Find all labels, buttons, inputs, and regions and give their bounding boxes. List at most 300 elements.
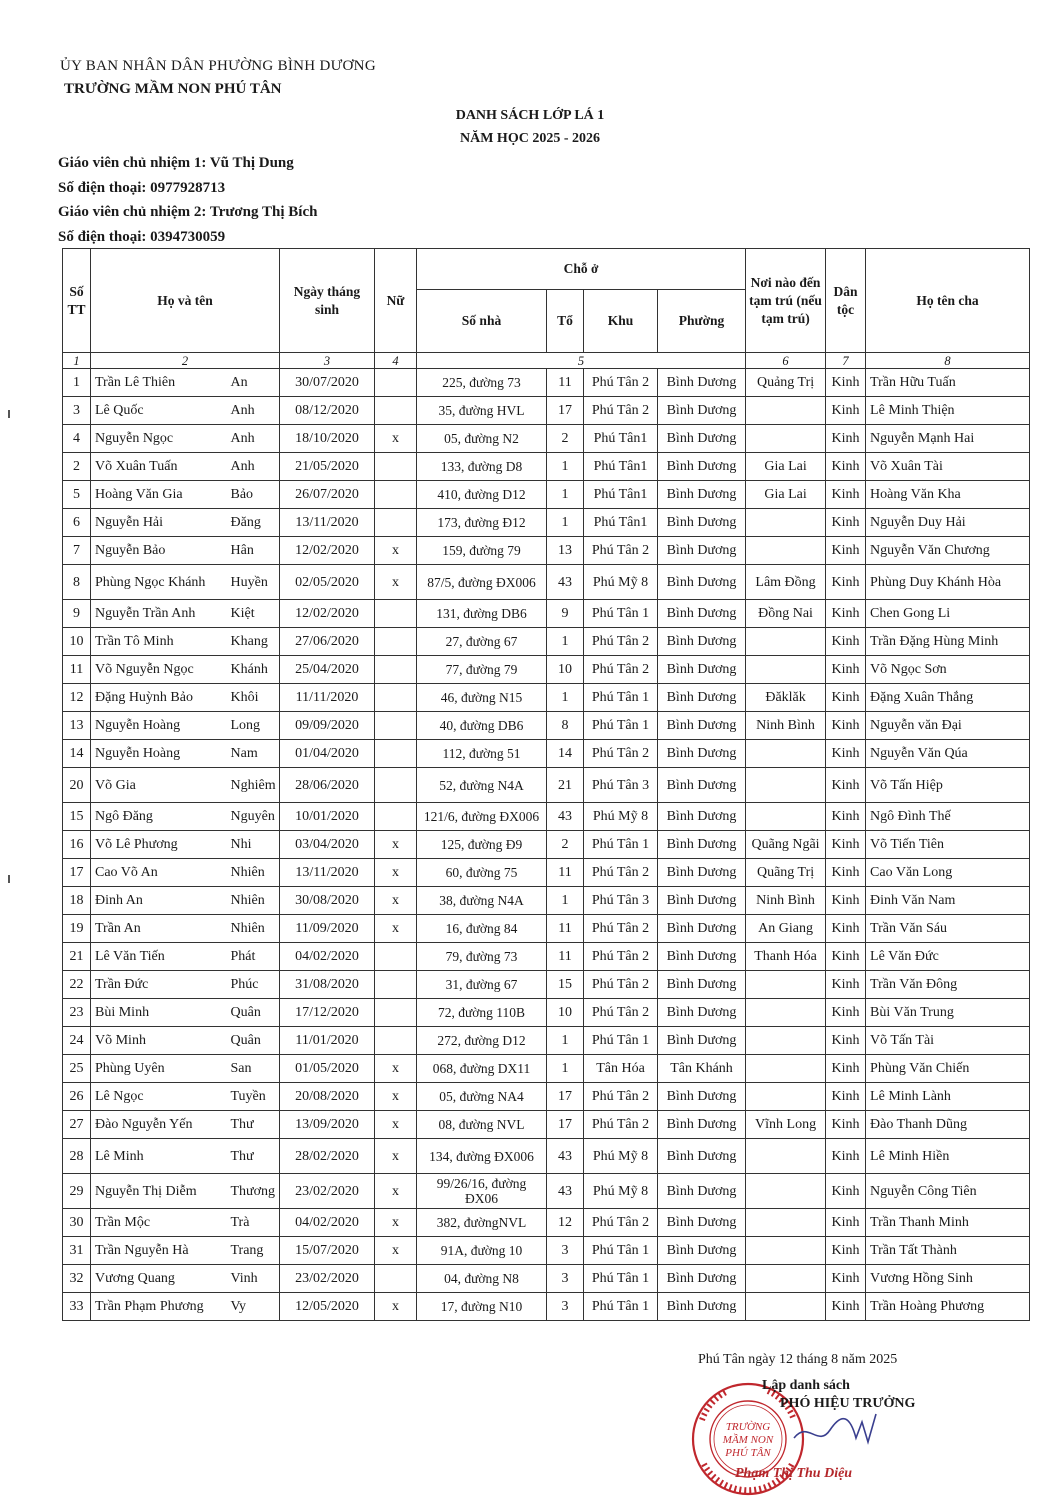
row-dob: 08/12/2020 [280, 397, 375, 425]
row-origin: Thanh Hóa [746, 943, 826, 971]
row-origin [746, 1209, 826, 1237]
row-house-number: 91A, đường 10 [417, 1237, 547, 1265]
row-given-name: Long [227, 712, 280, 740]
row-group: 3 [547, 1265, 584, 1293]
row-area: Phú Tân 1 [584, 712, 658, 740]
row-given-name: Thương [227, 1174, 280, 1209]
row-house-number: 77, đường 79 [417, 656, 547, 684]
row-father: Đào Thanh Dũng [866, 1111, 1030, 1139]
row-surname: Lê Quốc [91, 397, 227, 425]
row-area: Phú Tân 2 [584, 1083, 658, 1111]
row-father: Nguyễn Văn Chương [866, 537, 1030, 565]
row-dob: 30/07/2020 [280, 369, 375, 397]
row-ethnic: Kinh [826, 1293, 866, 1321]
row-house-number: 46, đường N15 [417, 684, 547, 712]
row-surname: Vương Quang [91, 1265, 227, 1293]
svg-text:TRƯỜNG: TRƯỜNG [725, 1421, 771, 1433]
header-dob: Ngày tháng sinh [280, 249, 375, 353]
row-female [375, 1265, 417, 1293]
row-group: 1 [547, 481, 584, 509]
row-ethnic: Kinh [826, 803, 866, 831]
row-dob: 12/02/2020 [280, 537, 375, 565]
row-given-name: Thư [227, 1111, 280, 1139]
row-group: 1 [547, 1027, 584, 1055]
table-row [63, 565, 1030, 600]
row-stt: 22 [63, 971, 91, 999]
row-house-number: 225, đường 73 [417, 369, 547, 397]
table-row [63, 425, 1030, 453]
header-female: Nữ [375, 249, 417, 353]
row-dob: 27/06/2020 [280, 628, 375, 656]
header-origin: Nơi nào đến tạm trú (nếu tạm trú) [746, 249, 826, 353]
row-surname: Hoàng Văn Gia [91, 481, 227, 509]
row-stt: 25 [63, 1055, 91, 1083]
row-group: 17 [547, 1083, 584, 1111]
row-area: Phú Tân1 [584, 453, 658, 481]
row-group: 8 [547, 712, 584, 740]
row-origin: Ninh Bình [746, 712, 826, 740]
row-father: Hoàng Văn Kha [866, 481, 1030, 509]
row-female: x [375, 1293, 417, 1321]
header-ward: Phường [658, 290, 746, 353]
row-female: x [375, 565, 417, 600]
table-row [63, 999, 1030, 1027]
row-ethnic: Kinh [826, 369, 866, 397]
row-house-number: 79, đường 73 [417, 943, 547, 971]
row-group: 43 [547, 803, 584, 831]
signing-date: Phú Tân ngày 12 tháng 8 năm 2025 [698, 1352, 898, 1367]
row-stt: 9 [63, 600, 91, 628]
row-given-name: Khang [227, 628, 280, 656]
row-father: Võ Tấn Tài [866, 1027, 1030, 1055]
row-ward: Bình Dương [658, 712, 746, 740]
row-female: x [375, 915, 417, 943]
row-surname: Võ Gia [91, 768, 227, 803]
row-ethnic: Kinh [826, 509, 866, 537]
row-female: x [375, 1209, 417, 1237]
row-dob: 10/01/2020 [280, 803, 375, 831]
row-group: 43 [547, 1139, 584, 1174]
row-ward: Bình Dương [658, 1209, 746, 1237]
authority-name: ỦY BAN NHÂN DÂN PHƯỜNG BÌNH DƯƠNG [60, 58, 376, 74]
row-house-number: 04, đường N8 [417, 1265, 547, 1293]
column-index: 4 [375, 353, 417, 369]
row-house-number: 72, đường 110B [417, 999, 547, 1027]
row-father: Đinh Văn Nam [866, 887, 1030, 915]
row-house-number: 410, đường D12 [417, 481, 547, 509]
column-index: 7 [826, 353, 866, 369]
row-father: Vương Hồng Sinh [866, 1265, 1030, 1293]
row-given-name: Vy [227, 1293, 280, 1321]
row-surname: Võ Xuân Tuấn [91, 453, 227, 481]
row-house-number: 16, đường 84 [417, 915, 547, 943]
row-stt: 17 [63, 859, 91, 887]
column-index: 3 [280, 353, 375, 369]
row-dob: 23/02/2020 [280, 1265, 375, 1293]
row-group: 21 [547, 768, 584, 803]
row-ethnic: Kinh [826, 887, 866, 915]
row-ward: Bình Dương [658, 1237, 746, 1265]
row-origin: Lâm Đồng [746, 565, 826, 600]
row-house-number: 05, đường N2 [417, 425, 547, 453]
row-female [375, 943, 417, 971]
class-roster-table [62, 248, 1030, 1321]
row-father: Võ Tấn Hiệp [866, 768, 1030, 803]
row-stt: 20 [63, 768, 91, 803]
row-given-name: Đăng [227, 509, 280, 537]
row-female: x [375, 859, 417, 887]
prepared-label: Lập danh sách [762, 1378, 850, 1393]
row-origin [746, 656, 826, 684]
row-father: Trần Hoàng Phương [866, 1293, 1030, 1321]
row-area: Phú Tân 2 [584, 971, 658, 999]
row-origin [746, 1265, 826, 1293]
row-surname: Võ Nguyễn Ngọc [91, 656, 227, 684]
row-ward: Bình Dương [658, 768, 746, 803]
row-group: 11 [547, 943, 584, 971]
table-row [63, 803, 1030, 831]
row-dob: 17/12/2020 [280, 999, 375, 1027]
row-ward: Tân Khánh [658, 1055, 746, 1083]
row-surname: Trần Tô Minh [91, 628, 227, 656]
table-row [63, 656, 1030, 684]
row-ward: Bình Dương [658, 537, 746, 565]
row-area: Phú Tân 1 [584, 600, 658, 628]
row-female [375, 712, 417, 740]
column-index-row [63, 353, 1030, 369]
row-origin: Gia Lai [746, 481, 826, 509]
row-stt: 8 [63, 565, 91, 600]
row-origin [746, 397, 826, 425]
row-house-number: 38, đường N4A [417, 887, 547, 915]
page-title: DANH SÁCH LỚP LÁ 1 [455, 108, 605, 123]
row-female: x [375, 1237, 417, 1265]
table-row [63, 628, 1030, 656]
row-given-name: Quân [227, 999, 280, 1027]
row-female [375, 684, 417, 712]
row-origin [746, 768, 826, 803]
row-ethnic: Kinh [826, 1237, 866, 1265]
row-surname: Võ Minh [91, 1027, 227, 1055]
row-female [375, 369, 417, 397]
row-origin [746, 1055, 826, 1083]
row-surname: Trần An [91, 915, 227, 943]
row-origin [746, 425, 826, 453]
teacher-2-phone: Số điện thoại: 0394730059 [58, 229, 226, 245]
header-house: Số nhà [417, 290, 547, 353]
row-house-number: 112, đường 51 [417, 740, 547, 768]
row-house-number: 05, đường NA4 [417, 1083, 547, 1111]
row-father: Võ Tiến Tiên [866, 831, 1030, 859]
row-given-name: Phúc [227, 971, 280, 999]
table-row [63, 1139, 1030, 1174]
row-ward: Bình Dương [658, 628, 746, 656]
row-ethnic: Kinh [826, 1027, 866, 1055]
row-ward: Bình Dương [658, 1111, 746, 1139]
row-dob: 13/09/2020 [280, 1111, 375, 1139]
row-dob: 26/07/2020 [280, 481, 375, 509]
row-father: Võ Ngọc Sơn [866, 656, 1030, 684]
row-group: 15 [547, 971, 584, 999]
row-area: Phú Tân1 [584, 509, 658, 537]
row-ethnic: Kinh [826, 1265, 866, 1293]
column-index: 2 [91, 353, 280, 369]
row-given-name: Nhiên [227, 915, 280, 943]
row-surname: Lê Minh [91, 1139, 227, 1174]
row-female [375, 628, 417, 656]
row-group: 1 [547, 509, 584, 537]
row-area: Phú Tân 2 [584, 943, 658, 971]
row-house-number: 134, đường ĐX006 [417, 1139, 547, 1174]
table-row [63, 537, 1030, 565]
row-ethnic: Kinh [826, 712, 866, 740]
table-row [63, 1293, 1030, 1321]
row-ward: Bình Dương [658, 1083, 746, 1111]
row-ethnic: Kinh [826, 600, 866, 628]
margin-mark [8, 875, 10, 883]
row-female [375, 397, 417, 425]
signature-mark [790, 1408, 880, 1458]
row-given-name: Khánh [227, 656, 280, 684]
row-area: Phú Tân 2 [584, 628, 658, 656]
row-surname: Nguyễn Hoàng [91, 740, 227, 768]
row-area: Phú Tân 2 [584, 656, 658, 684]
row-ethnic: Kinh [826, 1139, 866, 1174]
row-ward: Bình Dương [658, 943, 746, 971]
row-group: 9 [547, 600, 584, 628]
row-ward: Bình Dương [658, 1265, 746, 1293]
row-ethnic: Kinh [826, 740, 866, 768]
row-given-name: Phát [227, 943, 280, 971]
table-row [63, 397, 1030, 425]
row-house-number: 131, đường DB6 [417, 600, 547, 628]
row-ward: Bình Dương [658, 481, 746, 509]
table-row [63, 369, 1030, 397]
row-given-name: Anh [227, 453, 280, 481]
row-house-number: 17, đường N10 [417, 1293, 547, 1321]
row-area: Phú Tân1 [584, 425, 658, 453]
row-stt: 16 [63, 831, 91, 859]
row-group: 14 [547, 740, 584, 768]
row-surname: Nguyễn Hải [91, 509, 227, 537]
table-row [63, 1209, 1030, 1237]
row-group: 1 [547, 453, 584, 481]
row-area: Phú Tân 2 [584, 1111, 658, 1139]
row-ward: Bình Dương [658, 565, 746, 600]
row-ward: Bình Dương [658, 803, 746, 831]
row-given-name: Anh [227, 397, 280, 425]
row-area: Phú Mỹ 8 [584, 565, 658, 600]
row-father: Võ Xuân Tài [866, 453, 1030, 481]
row-house-number: 159, đường 79 [417, 537, 547, 565]
signer-role: PHÓ HIỆU TRƯỞNG [780, 1396, 916, 1411]
row-father: Nguyễn Văn Qúa [866, 740, 1030, 768]
row-stt: 13 [63, 712, 91, 740]
row-given-name: Kiệt [227, 600, 280, 628]
row-origin: Đồng Nai [746, 600, 826, 628]
row-father: Lê Minh Hiền [866, 1139, 1030, 1174]
row-stt: 5 [63, 481, 91, 509]
row-female: x [375, 425, 417, 453]
row-origin [746, 971, 826, 999]
row-house-number: 08, đường NVL [417, 1111, 547, 1139]
row-origin [746, 1174, 826, 1209]
row-group: 2 [547, 831, 584, 859]
row-ward: Bình Dương [658, 509, 746, 537]
row-ward: Bình Dương [658, 453, 746, 481]
row-dob: 15/07/2020 [280, 1237, 375, 1265]
row-female [375, 656, 417, 684]
table-row [63, 887, 1030, 915]
row-given-name: Thư [227, 1139, 280, 1174]
row-stt: 26 [63, 1083, 91, 1111]
row-given-name: Bảo [227, 481, 280, 509]
row-area: Phú Tân 2 [584, 1209, 658, 1237]
row-dob: 31/08/2020 [280, 971, 375, 999]
row-female: x [375, 831, 417, 859]
row-surname: Nguyễn Hoàng [91, 712, 227, 740]
row-surname: Đặng Huỳnh Bảo [91, 684, 227, 712]
row-origin [746, 537, 826, 565]
row-dob: 09/09/2020 [280, 712, 375, 740]
row-father: Phùng Văn Chiến [866, 1055, 1030, 1083]
row-given-name: Khôi [227, 684, 280, 712]
table-row [63, 943, 1030, 971]
row-area: Phú Tân 1 [584, 1293, 658, 1321]
row-house-number: 99/26/16, đường ĐX06 [417, 1174, 547, 1209]
row-area: Phú Tân 2 [584, 915, 658, 943]
row-ward: Bình Dương [658, 831, 746, 859]
row-stt: 30 [63, 1209, 91, 1237]
row-group: 11 [547, 915, 584, 943]
row-ethnic: Kinh [826, 915, 866, 943]
row-area: Tân Hóa [584, 1055, 658, 1083]
row-stt: 18 [63, 887, 91, 915]
row-father: Nguyễn Duy Hải [866, 509, 1030, 537]
row-given-name: Quân [227, 1027, 280, 1055]
row-group: 1 [547, 684, 584, 712]
row-origin [746, 999, 826, 1027]
row-given-name: Anh [227, 425, 280, 453]
row-house-number: 382, đườngNVL [417, 1209, 547, 1237]
row-father: Trần Văn Đông [866, 971, 1030, 999]
row-ethnic: Kinh [826, 768, 866, 803]
row-ethnic: Kinh [826, 1174, 866, 1209]
row-group: 43 [547, 565, 584, 600]
row-area: Phú Tân 2 [584, 999, 658, 1027]
row-father: Phùng Duy Khánh Hòa [866, 565, 1030, 600]
row-origin [746, 1027, 826, 1055]
row-surname: Đinh An [91, 887, 227, 915]
row-stt: 11 [63, 656, 91, 684]
row-ethnic: Kinh [826, 831, 866, 859]
row-surname: Võ Lê Phương [91, 831, 227, 859]
row-area: Phú Tân 3 [584, 768, 658, 803]
row-stt: 2 [63, 453, 91, 481]
row-father: Trần Hữu Tuấn [866, 369, 1030, 397]
row-ethnic: Kinh [826, 1111, 866, 1139]
row-house-number: 35, đường HVL [417, 397, 547, 425]
row-surname: Cao Võ An [91, 859, 227, 887]
row-stt: 24 [63, 1027, 91, 1055]
row-stt: 3 [63, 397, 91, 425]
row-ward: Bình Dương [658, 600, 746, 628]
row-dob: 28/06/2020 [280, 768, 375, 803]
row-group: 10 [547, 999, 584, 1027]
row-ward: Bình Dương [658, 887, 746, 915]
row-area: Phú Tân 2 [584, 740, 658, 768]
row-father: Trần Văn Sáu [866, 915, 1030, 943]
roster-body [63, 369, 1030, 1321]
row-origin: An Giang [746, 915, 826, 943]
row-dob: 20/08/2020 [280, 1083, 375, 1111]
row-origin [746, 509, 826, 537]
row-female [375, 509, 417, 537]
row-stt: 4 [63, 425, 91, 453]
row-origin [746, 1237, 826, 1265]
row-surname: Trần Đức [91, 971, 227, 999]
row-given-name: San [227, 1055, 280, 1083]
row-dob: 04/02/2020 [280, 1209, 375, 1237]
row-ethnic: Kinh [826, 425, 866, 453]
row-given-name: Nhiên [227, 887, 280, 915]
row-female [375, 768, 417, 803]
margin-mark [8, 410, 10, 418]
row-ward: Bình Dương [658, 999, 746, 1027]
row-dob: 13/11/2020 [280, 509, 375, 537]
row-father: Cao Văn Long [866, 859, 1030, 887]
table-row [63, 712, 1030, 740]
column-index: 8 [866, 353, 1030, 369]
row-given-name: An [227, 369, 280, 397]
row-dob: 11/11/2020 [280, 684, 375, 712]
row-area: Phú Mỹ 8 [584, 803, 658, 831]
row-origin [746, 803, 826, 831]
row-given-name: Nhi [227, 831, 280, 859]
row-stt: 32 [63, 1265, 91, 1293]
row-dob: 01/05/2020 [280, 1055, 375, 1083]
row-female: x [375, 887, 417, 915]
row-group: 11 [547, 369, 584, 397]
row-surname: Phùng Uyên [91, 1055, 227, 1083]
row-dob: 04/02/2020 [280, 943, 375, 971]
row-female [375, 740, 417, 768]
row-house-number: 133, đường D8 [417, 453, 547, 481]
row-group: 2 [547, 425, 584, 453]
school-name: TRƯỜNG MẦM NON PHÚ TÂN [64, 81, 282, 97]
table-row [63, 768, 1030, 803]
header-group: Tổ [547, 290, 584, 353]
table-row [63, 1174, 1030, 1209]
row-ethnic: Kinh [826, 999, 866, 1027]
row-group: 13 [547, 537, 584, 565]
header-name: Họ và tên [91, 249, 280, 353]
row-surname: Ngô Đăng [91, 803, 227, 831]
row-father: Chen Gong Li [866, 600, 1030, 628]
header-residence: Chỗ ở [417, 249, 746, 290]
row-father: Đặng Xuân Thắng [866, 684, 1030, 712]
row-area: Phú Tân 2 [584, 369, 658, 397]
row-dob: 11/09/2020 [280, 915, 375, 943]
row-group: 10 [547, 656, 584, 684]
row-father: Bùi Văn Trung [866, 999, 1030, 1027]
row-stt: 12 [63, 684, 91, 712]
row-surname: Trần Nguyễn Hà [91, 1237, 227, 1265]
row-given-name: Trà [227, 1209, 280, 1237]
table-row [63, 1027, 1030, 1055]
row-female: x [375, 1055, 417, 1083]
row-house-number: 068, đường DX11 [417, 1055, 547, 1083]
